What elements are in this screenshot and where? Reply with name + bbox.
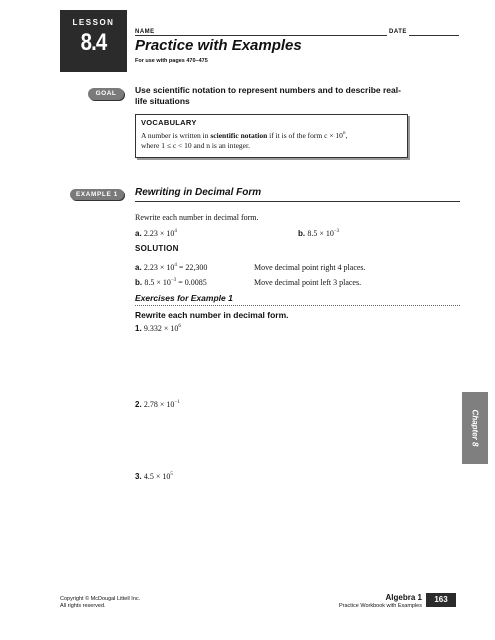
- vocab-text-end: ,: [345, 131, 348, 140]
- part-b-exponent: −3: [333, 229, 340, 234]
- exercise-2-number: 2.: [135, 400, 142, 409]
- vocab-text-line2: where 1 ≤ c < 10 and n is an integer.: [141, 141, 250, 150]
- exercise-2-base: 2.78 × 10: [143, 400, 175, 409]
- copyright-line: Copyright © McDougal Littell Inc.: [60, 596, 141, 602]
- solution-b-base: 8.5 × 10: [144, 278, 171, 287]
- vocabulary-definition: [141, 131, 403, 151]
- solution-b: [135, 278, 207, 287]
- vocabulary-heading: VOCABULARY: [141, 118, 197, 127]
- book-title: Algebra 1: [385, 593, 422, 602]
- page-number: 163: [426, 593, 456, 607]
- name-field[interactable]: [135, 35, 387, 36]
- page-title: Practice with Examples: [135, 37, 302, 54]
- solution-a-exponent: 4: [174, 263, 177, 268]
- chapter-tab-label: Chapter 8: [470, 409, 480, 447]
- goal-text: Use scientific notation to represent numbers and to describe real-life situations: [135, 85, 401, 106]
- lesson-label: LESSON: [72, 18, 115, 27]
- solution-a-label: a.: [135, 263, 142, 272]
- rights-line: All rights reserved.: [60, 603, 106, 609]
- exercise-item-1[interactable]: [135, 324, 181, 333]
- name-label: NAME: [135, 29, 155, 35]
- vocab-text-pre: A number is written in: [141, 131, 211, 140]
- use-with-pages: For use with pages 470–475: [135, 58, 208, 64]
- solution-b-result: = 0.0085: [176, 278, 207, 287]
- date-field[interactable]: [409, 35, 459, 36]
- solution-heading: SOLUTION: [135, 244, 179, 253]
- book-info: [268, 594, 422, 610]
- exercise-3-base: 4.5 × 10: [143, 472, 171, 481]
- example-instruction: Rewrite each number in decimal form.: [135, 213, 259, 222]
- solution-a-note: Move decimal point right 4 places.: [254, 263, 366, 272]
- part-b-base: 8.5 × 10: [307, 229, 334, 238]
- exercises-divider: [135, 305, 460, 306]
- lesson-box: [60, 10, 127, 72]
- exercise-1-exponent: 6: [178, 324, 181, 329]
- exercise-item-3[interactable]: [135, 472, 173, 481]
- workbook-title: Practice Workbook with Examples: [338, 603, 422, 609]
- lesson-number: 8.4: [80, 29, 107, 56]
- example-part-a: [135, 229, 177, 238]
- part-a-base: 2.23 × 10: [143, 229, 175, 238]
- part-a-exponent: 4: [174, 229, 177, 234]
- solution-b-exponent: −3: [170, 278, 177, 283]
- solution-b-label: b.: [135, 278, 143, 287]
- vocab-term: scientific notation: [210, 131, 268, 140]
- solution-a-result: = 22,300: [176, 263, 208, 272]
- example-part-b: [298, 229, 339, 238]
- chapter-tab: [462, 392, 488, 464]
- exercise-1-base: 9.332 × 10: [143, 324, 179, 333]
- vocab-exponent: n: [342, 131, 346, 136]
- solution-b-note: Move decimal point left 3 places.: [254, 278, 362, 287]
- exercise-item-2[interactable]: [135, 400, 180, 409]
- exercise-1-number: 1.: [135, 324, 142, 333]
- example-heading: Rewriting in Decimal Form: [135, 187, 262, 198]
- vocabulary-box: [135, 114, 408, 158]
- example-badge: EXAMPLE 1: [70, 189, 124, 200]
- exercise-3-exponent: 5: [170, 472, 173, 477]
- date-label: DATE: [389, 29, 407, 35]
- vocab-text-post: if it is of the form c × 10: [267, 131, 343, 140]
- exercise-2-exponent: −1: [174, 400, 180, 405]
- exercise-3-number: 3.: [135, 472, 142, 481]
- exercises-heading: Exercises for Example 1: [135, 293, 233, 303]
- copyright: [60, 596, 140, 610]
- part-b-label: b.: [298, 229, 306, 238]
- solution-a: [135, 263, 207, 272]
- solution-a-base: 2.23 × 10: [143, 263, 175, 272]
- exercises-instruction: Rewrite each number in decimal form.: [135, 310, 289, 320]
- example-rule: [135, 201, 460, 202]
- part-a-label: a.: [135, 229, 142, 238]
- goal-badge: GOAL: [88, 88, 124, 100]
